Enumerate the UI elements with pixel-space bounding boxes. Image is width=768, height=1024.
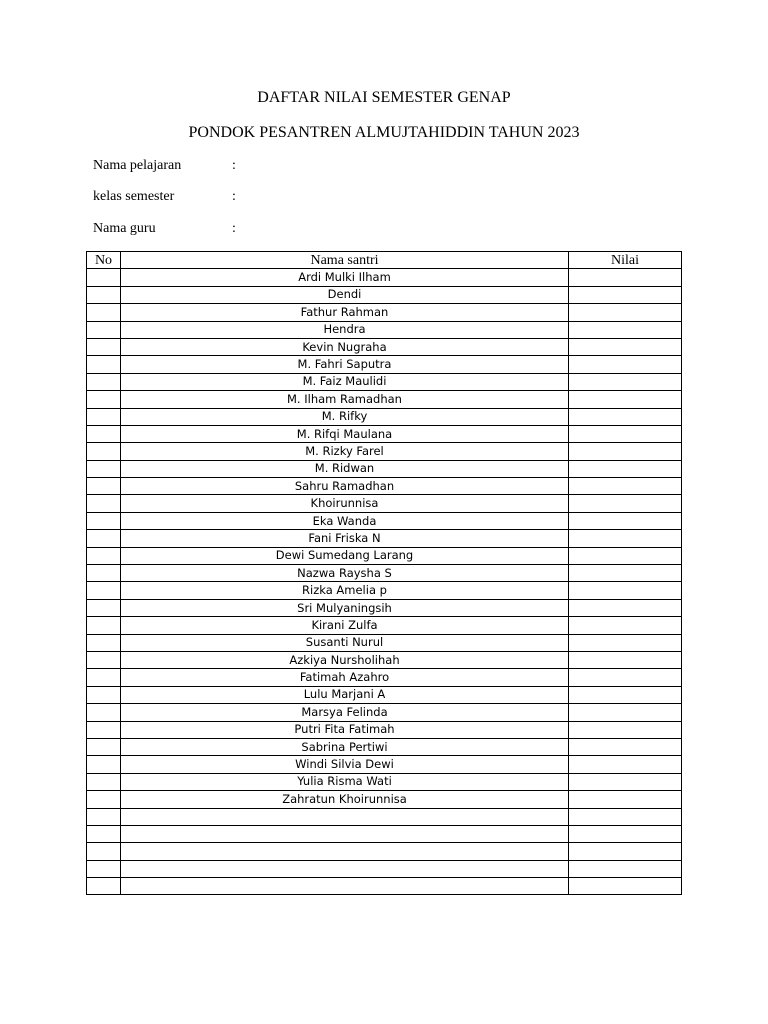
table-row [87, 495, 682, 512]
cell-no [87, 843, 121, 860]
cell-no [87, 756, 121, 773]
cell-student-name: Hendra [121, 321, 569, 338]
table-row [87, 565, 682, 582]
table-row [87, 269, 682, 286]
cell-no [87, 478, 121, 495]
table-row [87, 286, 682, 303]
cell-no [87, 269, 121, 286]
cell-no [87, 651, 121, 668]
cell-student-name: M. Rizky Farel [121, 443, 569, 460]
cell-student-name: Fani Friska N [121, 530, 569, 547]
table-row [87, 738, 682, 755]
table-row [87, 408, 682, 425]
cell-no [87, 286, 121, 303]
table-row [87, 756, 682, 773]
cell-student-name [121, 825, 569, 842]
cell-grade [569, 443, 682, 460]
cell-grade [569, 547, 682, 564]
cell-student-name: Zahratun Khoirunnisa [121, 791, 569, 808]
cell-student-name: Susanti Nurul [121, 634, 569, 651]
cell-no [87, 460, 121, 477]
cell-no [87, 634, 121, 651]
cell-student-name: Lulu Marjani A [121, 686, 569, 703]
column-header-no: No [87, 252, 121, 269]
cell-no [87, 391, 121, 408]
cell-student-name: Kevin Nugraha [121, 338, 569, 355]
cell-no [87, 338, 121, 355]
cell-grade [569, 338, 682, 355]
cell-no [87, 825, 121, 842]
cell-student-name: Sri Mulyaningsih [121, 599, 569, 616]
cell-student-name: Windi Silvia Dewi [121, 756, 569, 773]
field-value: : [232, 221, 236, 236]
table-row [87, 425, 682, 442]
cell-student-name [121, 808, 569, 825]
table-row [87, 582, 682, 599]
table-row [87, 391, 682, 408]
cell-grade [569, 773, 682, 790]
cell-grade [569, 391, 682, 408]
cell-student-name: M. Faiz Maulidi [121, 373, 569, 390]
table-row [87, 669, 682, 686]
cell-grade [569, 686, 682, 703]
cell-no [87, 704, 121, 721]
cell-no [87, 356, 121, 373]
table-row [87, 478, 682, 495]
cell-grade [569, 286, 682, 303]
cell-no [87, 512, 121, 529]
cell-no [87, 808, 121, 825]
column-header-name: Nama santri [121, 252, 569, 269]
cell-grade [569, 565, 682, 582]
cell-no [87, 565, 121, 582]
column-header-grade: Nilai [569, 252, 682, 269]
cell-student-name: Sahru Ramadhan [121, 478, 569, 495]
table-row [87, 599, 682, 616]
cell-student-name [121, 843, 569, 860]
cell-student-name: M. Rifky [121, 408, 569, 425]
table-row [87, 338, 682, 355]
cell-grade [569, 495, 682, 512]
cell-no [87, 443, 121, 460]
cell-student-name: Fathur Rahman [121, 304, 569, 321]
cell-student-name: Azkiya Nursholihah [121, 651, 569, 668]
cell-grade [569, 791, 682, 808]
cell-no [87, 721, 121, 738]
cell-grade [569, 843, 682, 860]
cell-grade [569, 356, 682, 373]
cell-student-name: M. Ridwan [121, 460, 569, 477]
field-subject [93, 157, 236, 175]
cell-student-name: Ardi Mulki Ilham [121, 269, 569, 286]
cell-grade [569, 617, 682, 634]
table-row [87, 721, 682, 738]
field-value: : [232, 158, 236, 173]
field-label: Nama guru [93, 221, 156, 236]
cell-grade [569, 530, 682, 547]
cell-student-name: Yulia Risma Wati [121, 773, 569, 790]
cell-grade [569, 478, 682, 495]
cell-no [87, 425, 121, 442]
table-row [87, 791, 682, 808]
field-label: Nama pelajaran [93, 158, 182, 173]
cell-no [87, 773, 121, 790]
cell-grade [569, 582, 682, 599]
cell-grade [569, 738, 682, 755]
table-row [87, 686, 682, 703]
document-subtitle: PONDOK PESANTREN ALMUJTAHIDDIN TAHUN 2023 [188, 124, 580, 141]
cell-student-name: Sabrina Pertiwi [121, 738, 569, 755]
cell-grade [569, 425, 682, 442]
cell-grade [569, 321, 682, 338]
cell-grade [569, 269, 682, 286]
table-row [87, 321, 682, 338]
table-row [87, 634, 682, 651]
document-title: DAFTAR NILAI SEMESTER GENAP [257, 89, 511, 106]
cell-student-name: Nazwa Raysha S [121, 565, 569, 582]
table-row [87, 547, 682, 564]
cell-student-name: Eka Wanda [121, 512, 569, 529]
cell-grade [569, 756, 682, 773]
table-row [87, 373, 682, 390]
table-header-row [87, 252, 682, 269]
cell-grade [569, 304, 682, 321]
cell-no [87, 791, 121, 808]
cell-grade [569, 408, 682, 425]
cell-grade [569, 634, 682, 651]
cell-no [87, 547, 121, 564]
field-label: kelas semester [93, 189, 175, 204]
cell-no [87, 530, 121, 547]
cell-grade [569, 860, 682, 877]
cell-student-name [121, 860, 569, 877]
cell-grade [569, 721, 682, 738]
cell-grade [569, 373, 682, 390]
cell-student-name: Fatimah Azahro [121, 669, 569, 686]
cell-grade [569, 599, 682, 616]
table-row [87, 512, 682, 529]
cell-student-name: M. Rifqi Maulana [121, 425, 569, 442]
table-row [87, 304, 682, 321]
cell-grade [569, 460, 682, 477]
cell-student-name: M. Fahri Saputra [121, 356, 569, 373]
table-row [87, 651, 682, 668]
cell-no [87, 738, 121, 755]
table-row [87, 617, 682, 634]
cell-student-name: Rizka Amelia p [121, 582, 569, 599]
table-row [87, 460, 682, 477]
table-row [87, 704, 682, 721]
cell-grade [569, 651, 682, 668]
cell-no [87, 669, 121, 686]
table-row [87, 843, 682, 860]
table-row [87, 356, 682, 373]
table-row [87, 530, 682, 547]
cell-student-name: Khoirunnisa [121, 495, 569, 512]
cell-no [87, 495, 121, 512]
table-row [87, 773, 682, 790]
cell-student-name [121, 878, 569, 895]
cell-no [87, 582, 121, 599]
field-class-semester [93, 188, 236, 206]
cell-no [87, 304, 121, 321]
grades-table [86, 251, 682, 895]
cell-student-name: Kirani Zulfa [121, 617, 569, 634]
cell-grade [569, 878, 682, 895]
cell-grade [569, 669, 682, 686]
cell-no [87, 321, 121, 338]
cell-student-name: M. Ilham Ramadhan [121, 391, 569, 408]
cell-no [87, 617, 121, 634]
table-row [87, 825, 682, 842]
cell-no [87, 878, 121, 895]
cell-no [87, 860, 121, 877]
cell-no [87, 408, 121, 425]
field-value: : [232, 189, 236, 204]
cell-student-name: Putri Fita Fatimah [121, 721, 569, 738]
cell-student-name: Marsya Felinda [121, 704, 569, 721]
cell-grade [569, 512, 682, 529]
cell-grade [569, 808, 682, 825]
cell-grade [569, 704, 682, 721]
cell-student-name: Dewi Sumedang Larang [121, 547, 569, 564]
table-row [87, 443, 682, 460]
cell-student-name: Dendi [121, 286, 569, 303]
cell-no [87, 373, 121, 390]
cell-no [87, 686, 121, 703]
table-row [87, 808, 682, 825]
table-row [87, 860, 682, 877]
cell-grade [569, 825, 682, 842]
field-teacher [93, 220, 236, 238]
table-row [87, 878, 682, 895]
cell-no [87, 599, 121, 616]
